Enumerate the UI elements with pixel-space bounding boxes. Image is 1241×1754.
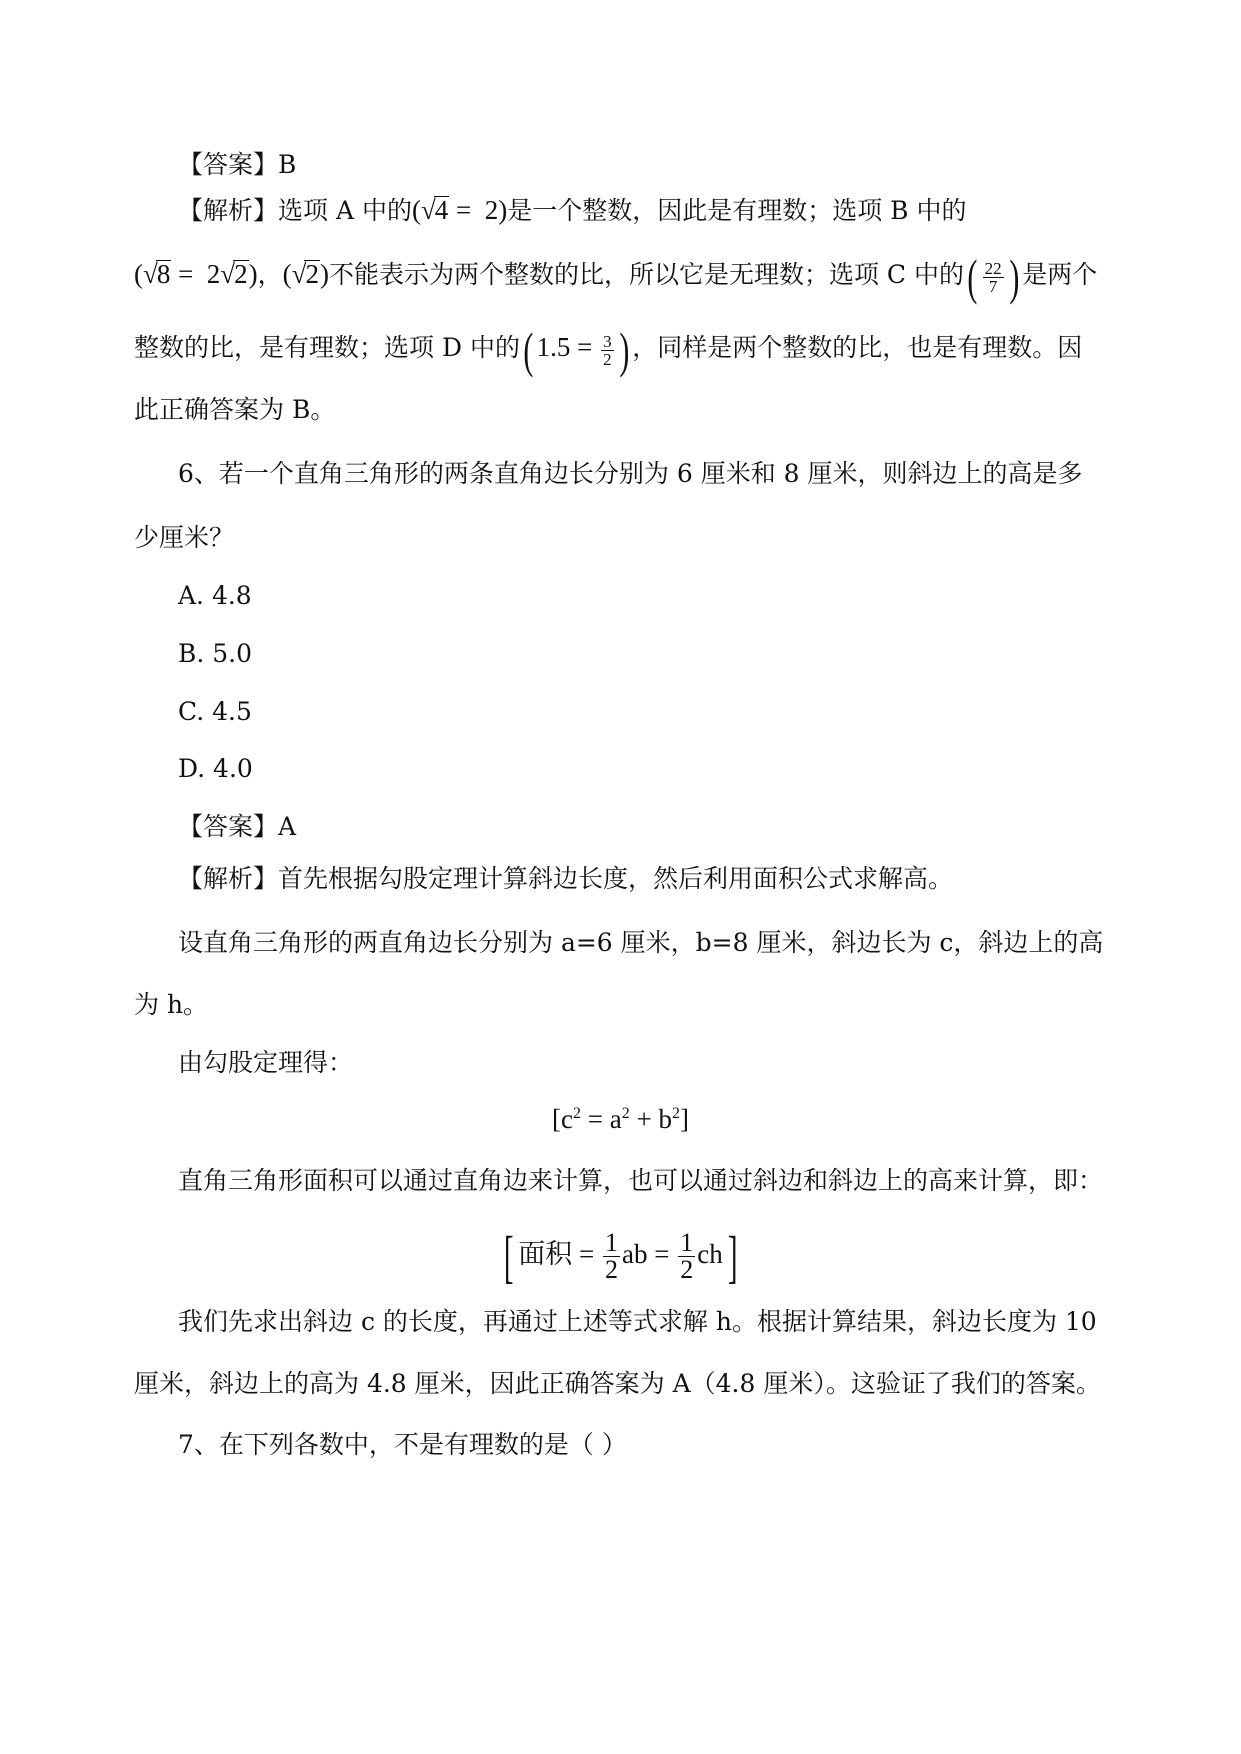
- math-22-over-7: ( $\frac{22}{7}$ ): [967, 249, 1019, 305]
- pythagoras-formula: $[c^2 = a^2 + b^2]$: [552, 1104, 689, 1134]
- q5-explanation-l3-suffix: ，同样是两个整数的比，也是有理数。因: [632, 333, 1083, 363]
- q6-setup-line1: 设直角三角形的两直角边长分别为 a=6 厘米，b=8 厘米，斜边长为 c，斜边上的高: [178, 928, 1104, 957]
- q6-option-d: D. 4.0: [178, 754, 253, 783]
- q6-question-line1: 6、若一个直角三角形的两条直角边长分别为 6 厘米和 8 厘米，则斜边上的高是多: [178, 459, 1083, 488]
- q6-answer: 【答案】A: [178, 812, 297, 841]
- q6-option-a: A. 4.8: [178, 581, 252, 610]
- q6-conclusion-line1: 我们先求出斜边 c 的长度，再通过上述等式求解 h。根据计算结果，斜边长度为 10: [178, 1307, 1097, 1336]
- q5-explanation-l3-prefix: 整数的比，是有理数；选项 D 中的: [134, 333, 520, 363]
- q6-conclusion-line2: 厘米，斜边上的高为 4.8 厘米，因此正确答案为 A（4.8 厘米）。这验证了我们的答案。: [134, 1369, 1101, 1398]
- q5-answer: 【答案】B: [178, 150, 297, 179]
- q6-setup-line2: 为 h。: [134, 990, 209, 1019]
- q5-explanation-l1-suffix: 是一个整数，因此是有理数；选项 B 中的: [507, 196, 967, 225]
- q5-explanation-line2: [134, 249, 1098, 305]
- q5-explanation-line1: [178, 193, 967, 228]
- q6-area-intro: 直角三角形面积可以通过直角边来计算，也可以通过斜边和斜边上的高来计算，即：: [178, 1166, 1104, 1195]
- q5-explanation-prefix: 【解析】选项 A 中的: [178, 196, 412, 225]
- q5-explanation-line3: [134, 322, 1083, 378]
- q6-option-b: B. 5.0: [178, 639, 253, 668]
- math-1-5-equals-3-2: ( 1.5 = $\frac{3}{2}$ ): [523, 322, 629, 378]
- q6-option-c: C. 4.5: [178, 697, 252, 726]
- math-sqrt8: (√8 = 2√2): [134, 259, 258, 290]
- math-sqrt2: (√2): [282, 259, 329, 290]
- q6-pythagoras-intro: 由勾股定理得：: [178, 1048, 354, 1077]
- q6-explanation-line1: 【解析】首先根据勾股定理计算斜边长度，然后利用面积公式求解高。: [178, 864, 954, 893]
- area-formula: [ 面积 = $\frac{1}{2}$ ab = $\frac{1}{2}$ ch]: [503, 1223, 738, 1289]
- q7-question: 7、在下列各数中，不是有理数的是（ ）: [178, 1430, 627, 1459]
- q6-question-line2: 少厘米？: [134, 523, 235, 552]
- q5-explanation-l2-suffix: 是两个: [1022, 260, 1098, 290]
- q5-explanation-l2-mid: 不能表示为两个整数的比，所以它是无理数；选项 C 中的: [328, 260, 964, 290]
- q5-explanation-line4: 此正确答案为 B。: [134, 395, 336, 424]
- separator: ，: [257, 260, 283, 290]
- math-sqrt4: (√4 = 2): [411, 195, 508, 225]
